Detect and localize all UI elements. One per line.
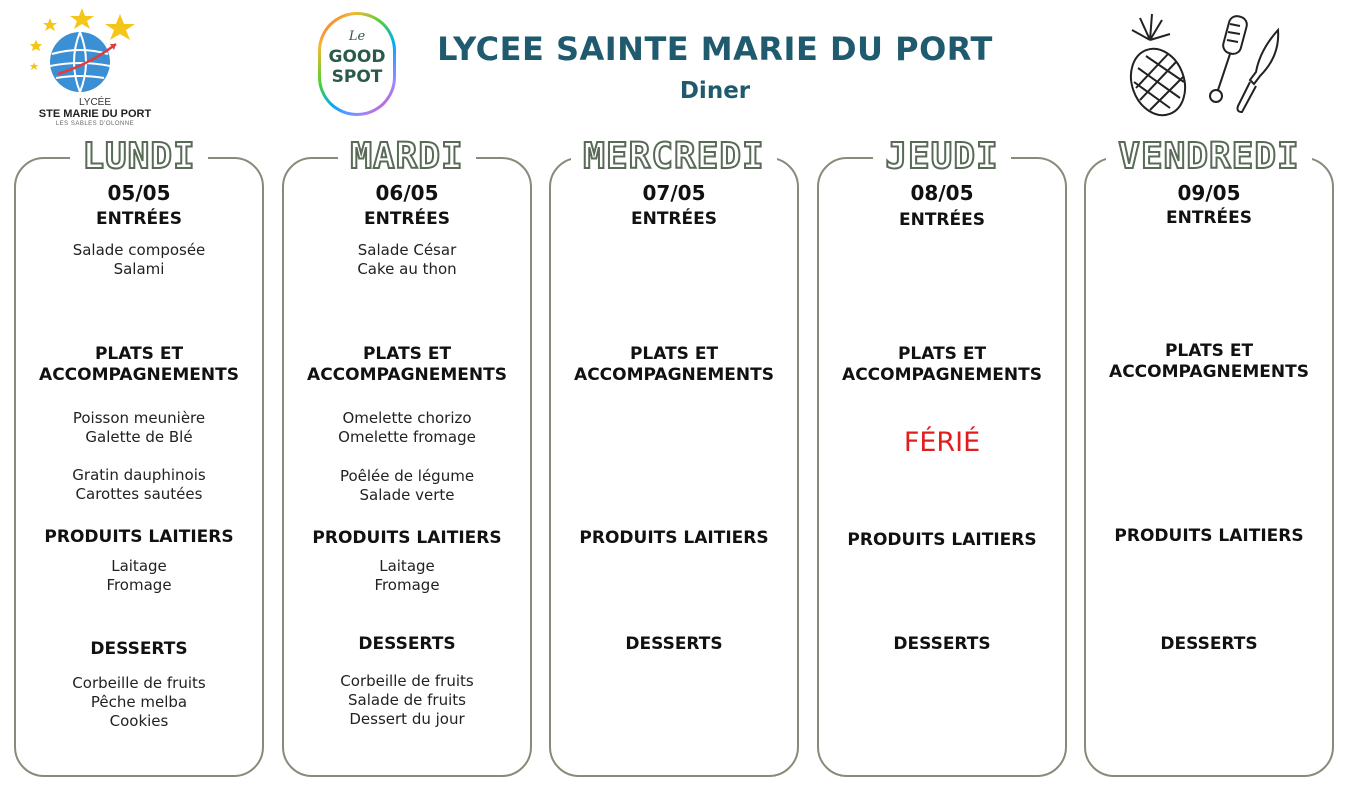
section-title-laitiers: PRODUITS LAITIERS bbox=[579, 528, 769, 548]
laitiers-list bbox=[16, 557, 262, 595]
day-card-jeudi bbox=[817, 136, 1067, 777]
accompagnements-list bbox=[284, 467, 530, 505]
section-title-plats-2: ACCOMPAGNEMENTS bbox=[1109, 362, 1309, 382]
plats-list bbox=[16, 409, 262, 447]
list-item: Laitage bbox=[111, 557, 167, 575]
section-title-desserts: DESSERTS bbox=[625, 634, 723, 654]
section-title-entrees: ENTRÉES bbox=[899, 210, 985, 230]
section-title-plats-1: PLATS ET bbox=[629, 344, 719, 364]
list-item: Poisson meunière bbox=[72, 409, 206, 427]
section-title-plats-2: ACCOMPAGNEMENTS bbox=[574, 365, 774, 385]
good-spot-spot: SPOT bbox=[331, 67, 383, 87]
section-title-desserts: DESSERTS bbox=[90, 639, 188, 659]
list-item: Corbeille de fruits bbox=[340, 672, 474, 690]
list-item: Salade composée bbox=[72, 241, 206, 259]
day-name: VENDREDI bbox=[1106, 137, 1311, 177]
list-item: Fromage bbox=[374, 576, 440, 594]
good-spot-good: GOOD bbox=[328, 47, 386, 67]
list-item: Pêche melba bbox=[90, 693, 188, 711]
section-title-desserts: DESSERTS bbox=[358, 634, 456, 654]
list-item: Cake au thon bbox=[357, 260, 457, 278]
plats-list bbox=[284, 409, 530, 447]
day-date: 06/05 bbox=[375, 181, 439, 205]
list-item: Salami bbox=[113, 260, 165, 278]
day-date: 09/05 bbox=[1177, 181, 1241, 205]
section-title-entrees: ENTRÉES bbox=[364, 209, 450, 229]
list-item: Salade César bbox=[357, 241, 457, 259]
list-item: Fromage bbox=[106, 576, 172, 594]
day-name: MERCREDI bbox=[571, 137, 776, 177]
good-spot-le: Le bbox=[348, 29, 366, 44]
desserts-list bbox=[284, 672, 530, 729]
day-card-mercredi bbox=[549, 136, 799, 777]
school-name-line1: LYCÉE bbox=[78, 97, 112, 108]
page-subtitle: Diner bbox=[679, 78, 751, 104]
day-card-mardi bbox=[282, 136, 532, 777]
day-name: LUNDI bbox=[70, 137, 207, 177]
section-title-entrees: ENTRÉES bbox=[631, 209, 717, 229]
list-item: Laitage bbox=[379, 557, 435, 575]
school-name-line2: STE MARIE DU PORT bbox=[38, 108, 152, 120]
section-title-plats-1: PLATS ET bbox=[94, 344, 184, 364]
desserts-list bbox=[16, 674, 262, 731]
list-item: Galette de Blé bbox=[85, 428, 193, 446]
section-title-entrees: ENTRÉES bbox=[96, 209, 182, 229]
section-title-plats-2: ACCOMPAGNEMENTS bbox=[842, 365, 1042, 385]
day-date: 08/05 bbox=[910, 181, 974, 205]
section-title-laitiers: PRODUITS LAITIERS bbox=[312, 528, 502, 548]
section-title-laitiers: PRODUITS LAITIERS bbox=[847, 530, 1037, 550]
ferie-notice: FÉRIÉ bbox=[903, 427, 981, 458]
section-title-desserts: DESSERTS bbox=[1160, 634, 1258, 654]
entrees-list bbox=[284, 241, 530, 279]
list-item: Salade de fruits bbox=[348, 691, 466, 709]
day-name: MARDI bbox=[338, 137, 475, 177]
list-item: Carottes sautées bbox=[75, 485, 203, 503]
day-name: JEUDI bbox=[873, 137, 1010, 177]
list-item: Poêlée de légume bbox=[339, 467, 475, 485]
list-item: Dessert du jour bbox=[349, 710, 465, 728]
page-title: LYCEE SAINTE MARIE DU PORT bbox=[437, 30, 993, 68]
school-name-line3: LES SABLES D'OLONNE bbox=[55, 121, 135, 127]
list-item: Salade verte bbox=[359, 486, 455, 504]
list-item: Omelette chorizo bbox=[342, 409, 472, 427]
day-card-lundi bbox=[14, 136, 264, 777]
day-card-vendredi bbox=[1084, 136, 1334, 777]
day-date: 07/05 bbox=[642, 181, 706, 205]
section-title-laitiers: PRODUITS LAITIERS bbox=[1114, 526, 1304, 546]
pineapple-utensils-icon bbox=[1110, 10, 1290, 122]
list-item: Corbeille de fruits bbox=[72, 674, 206, 692]
list-item: Cookies bbox=[109, 712, 169, 730]
section-title-entrees: ENTRÉES bbox=[1166, 208, 1252, 228]
section-title-plats-1: PLATS ET bbox=[362, 344, 452, 364]
accompagnements-list bbox=[16, 466, 262, 504]
list-item: Gratin dauphinois bbox=[72, 466, 206, 484]
section-title-plats-2: ACCOMPAGNEMENTS bbox=[307, 365, 507, 385]
section-title-plats-2: ACCOMPAGNEMENTS bbox=[39, 365, 239, 385]
section-title-laitiers: PRODUITS LAITIERS bbox=[44, 527, 234, 547]
list-item: Omelette fromage bbox=[338, 428, 476, 446]
entrees-list bbox=[16, 241, 262, 279]
section-title-plats-1: PLATS ET bbox=[897, 344, 987, 364]
laitiers-list bbox=[284, 557, 530, 595]
section-title-desserts: DESSERTS bbox=[893, 634, 991, 654]
section-title-plats-1: PLATS ET bbox=[1164, 341, 1254, 361]
day-date: 05/05 bbox=[107, 181, 171, 205]
